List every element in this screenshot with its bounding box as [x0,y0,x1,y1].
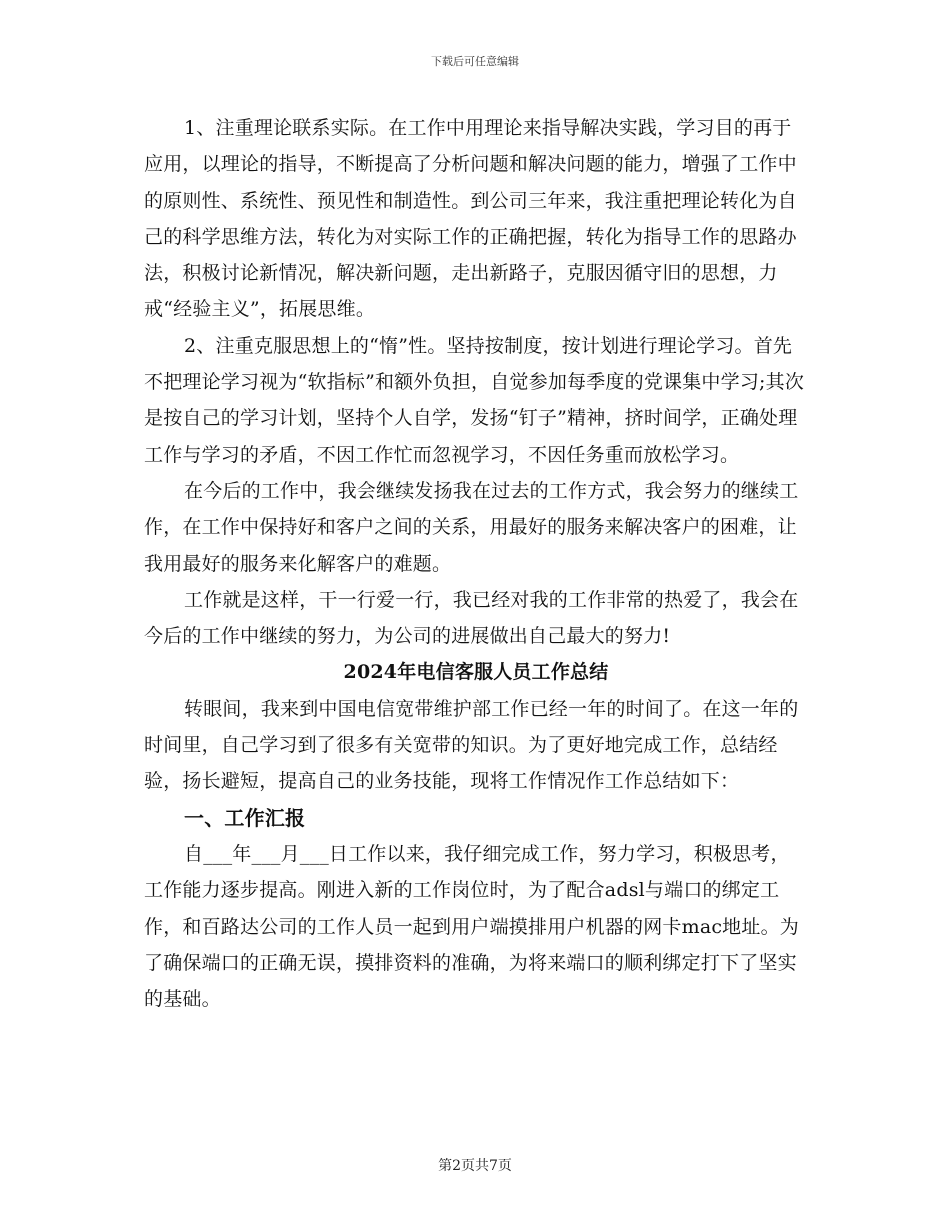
header-note: 下载后可任意编辑 [431,55,519,68]
paragraph-love-work: 工作就是这样，干一行爱一行，我已经对我的工作非常的热爱了，我会在今后的工作中继续的努力，为公司的进展做出自己最大的努力! [144,588,799,648]
section-heading: 一、工作汇报 [184,805,306,830]
document-body [144,110,808,1017]
paragraph-theory-practice: 1、注重理论联系实际。在工作中用理论来指导解决实践，学习目的再于应用，以理论的指导，不断提高了分析问题和解决问题的能力，增强了工作中的原则性、系统性、预见性和制造性。到公司三年来，我注重把理论转化为自己的科学思维方法，转化为对实际工作的正确把握，转化为指导工作的思路办法，积极讨论新情况，解决新问题，走出新路子，克服因循守旧的思想，力戒“经验主义”，拓展思维。 [144,117,797,321]
page-footer: 第2页共7页 [438,1158,512,1174]
paragraph-future-work: 在今后的工作中，我会继续发扬我在过去的工作方式，我会努力的继续工作，在工作中保持好和客户之间的关系，用最好的服务来解决客户的困难，让我用最好的服务来化解客户的难题。 [144,479,799,575]
paragraph-overcome-laziness: 2、注重克服思想上的“惰”性。坚持按制度，按计划进行理论学习。首先不把理论学习视为“软指标”和额外负担，自觉参加每季度的党课集中学习;其次是按自己的学习计划，坚持个人自学，发扬“钉子”精神，挤时间学，正确处理工作与学习的矛盾，不因工作忙而忽视学习，不因任务重而放松学习。 [144,334,805,466]
document-title: 2024年电信客服人员工作总结 [343,661,609,684]
paragraph-work-report: 自___年___月___日工作以来，我仔细完成工作，努力学习，积极思考，工作能力逐步提高。刚进入新的工作岗位时，为了配合adsl与端口的绑定工作，和百路达公司的工作人员一起到用户端摸排用户机器的网卡mac地址。为了确保端口的正确无误，摸排资料的准确，为将来端口的顺利绑定打下了坚实的基础。 [144,842,799,1011]
paragraph-intro: 转眼间，我来到中国电信宽带维护部工作已经一年的时间了。在这一年的时间里，自己学习到了很多有关宽带的知识。为了更好地完成工作，总结经验，扬长避短，提高自己的业务技能，现将工作情况作工作总结如下： [144,697,799,793]
